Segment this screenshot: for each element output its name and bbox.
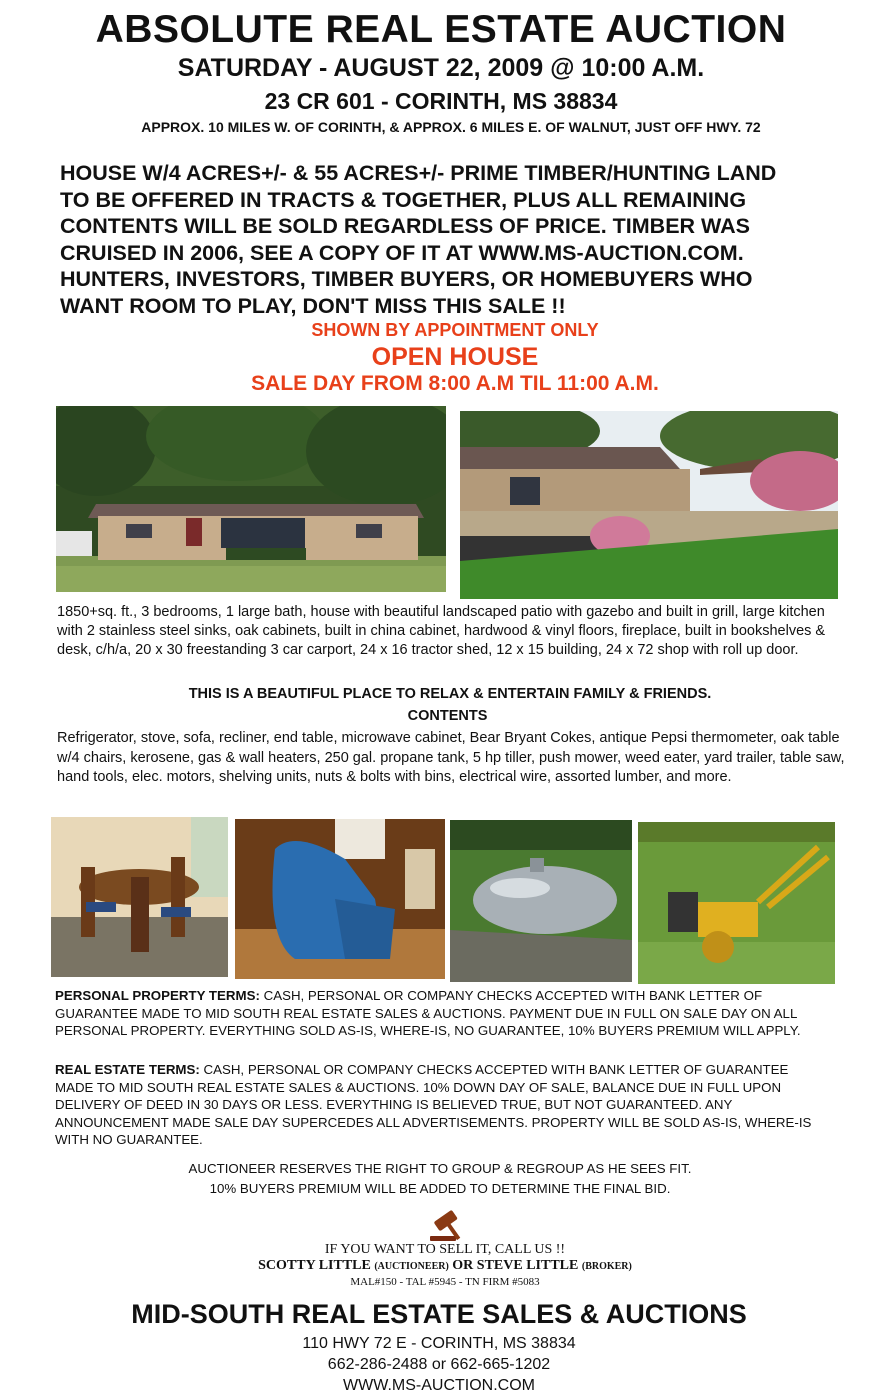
dining-table-photo [51, 817, 228, 977]
real-estate-terms-text: CASH, PERSONAL OR COMPANY CHECKS ACCEPTED WITH BANK LETTER OF GUARANTEE MADE TO MID SOUTH REAL ESTATE SALES & AUCTIONS. 10% DOWN DAY OF SALE, BALANCE DUE IN FULL UPON DELIVERY OF DEED IN 30 DAYS OR LESS. EVERYTHING IS BELIEVED TRUE, BUT NOT GUARANTEED. ANY ANNOUNCEMENT MADE SALE DAY SUPERCEDES ALL ADVERTISEMENTS. PROPERTY WILL BE SOLD AS-IS, WHERE-IS WITH NO GUARANTEE. [55, 1062, 812, 1147]
company-name: MID-SOUTH REAL ESTATE SALES & AUCTIONS [131, 1299, 747, 1329]
contents-heading: CONTENTS [407, 708, 488, 724]
company-address: 110 HWY 72 E - CORINTH, MS 38834 [302, 1335, 576, 1352]
broker-role: (BROKER) [581, 1261, 632, 1272]
company-phones: 662-286-2488 or 662-665-1202 [327, 1356, 551, 1373]
reserve-note: AUCTIONEER RESERVES THE RIGHT TO GROUP & REGROUP AS HE SEES FIT. [188, 1161, 692, 1176]
premium-note: 10% BUYERS PREMIUM WILL BE ADDED TO DETERMINE THE FINAL BID. [209, 1181, 671, 1196]
call-us: IF YOU WANT TO SELL IT, CALL US !! [324, 1242, 566, 1257]
auction-date: SATURDAY - AUGUST 22, 2009 @ 10:00 A.M. [177, 54, 705, 82]
license-numbers: MAL#150 - TAL #5945 - TN FIRM #5083 [350, 1276, 540, 1288]
headline-line: CONTENTS WILL BE SOLD REGARDLESS OF PRICE. TIMBER WAS [60, 214, 751, 238]
house-front-photo [56, 406, 446, 592]
page-title: ABSOLUTE REAL ESTATE AUCTION [95, 8, 787, 51]
auction-notes [0, 1159, 880, 1199]
company-website[interactable]: WWW.MS-AUCTION.COM [343, 1377, 535, 1391]
property-description: 1850+sq. ft., 3 bedrooms, 1 large bath, house with beautiful landscaped patio with gazebo and built in grill, large kitchen with 2 stainless steel sinks, oak cabinets, built in china cabinet, hardwood & vinyl floors, fireplace, built in bookshelves & desk, c/h/a, 20 x 30 freestanding 3 car carport, 24 x 16 tractor shed, 12 x 15 building, 24 x 72 shop with roll up door. [57, 604, 826, 658]
personal-terms-label: PERSONAL PROPERTY TERMS: [55, 988, 260, 1003]
shown-by-appointment: SHOWN BY APPOINTMENT ONLY [311, 320, 599, 340]
auctioneers [0, 1258, 882, 1274]
real-estate-terms-label: REAL ESTATE TERMS: [55, 1062, 200, 1077]
headline-line: WANT ROOM TO PLAY, DON'T MISS THIS SALE !! [60, 293, 566, 318]
headline-line: CRUISED IN 2006, SEE A COPY OF IT AT WWW.MS-AUCTION.COM. [60, 240, 744, 265]
open-house: OPEN HOUSE [371, 343, 539, 371]
headline-line: TO BE OFFERED IN TRACTS & TOGETHER, PLUS ALL REMAINING [60, 187, 747, 212]
contents-list: Refrigerator, stove, sofa, recliner, end table, microwave cabinet, Bear Bryant Cokes, antique Pepsi thermometer, oak table w/4 chairs, kerosene, gas & wall heaters, 250 gal. propane tank, 5 hp tiller, push mower, weed eater, yard trailer, table saw, hand tools, elec. motors, shelving units, nuts & bolts with bins, electrical wire, assorted lumber, and more. [57, 730, 845, 785]
sale-day-hours: SALE DAY FROM 8:00 A.M TIL 11:00 A.M. [251, 372, 659, 395]
auctioneer-role: (AUCTIONEER) [374, 1261, 449, 1272]
tiller-photo [638, 822, 835, 984]
property-address: 23 CR 601 - CORINTH, MS 38834 [264, 88, 618, 114]
company-contact [0, 1333, 878, 1391]
personal-property-terms [55, 987, 825, 1040]
propane-tank-photo [450, 820, 632, 982]
or-text: OR [452, 1258, 474, 1273]
real-estate-terms [55, 1061, 825, 1149]
broker-name: STEVE LITTLE [476, 1258, 579, 1273]
headline-line: HUNTERS, INVESTORS, TIMBER BUYERS, OR HOMEBUYERS WHO [60, 267, 753, 291]
gavel-icon [428, 1208, 468, 1242]
auctioneer-name: SCOTTY LITTLE [258, 1258, 371, 1273]
headline-line: HOUSE W/4 ACRES+/- & 55 ACRES+/- PRIME TIMBER/HUNTING LAND [60, 161, 777, 185]
patio-photo [460, 411, 838, 599]
tagline: THIS IS A BEAUTIFUL PLACE TO RELAX & ENTERTAIN FAMILY & FRIENDS. [188, 686, 712, 702]
directions: APPROX. 10 MILES W. OF CORINTH, & APPROX. 6 MILES E. OF WALNUT, JUST OFF HWY. 72 [141, 119, 761, 135]
headline [60, 160, 850, 319]
personal-terms-text: CASH, PERSONAL OR COMPANY CHECKS ACCEPTED WITH BANK LETTER OF GUARANTEE MADE TO MID SOUTH REAL ESTATE SALES & AUCTIONS. PAYMENT DUE IN FULL ON SALE DAY ON ALL PERSONAL PROPERTY. EVERYTHING SOLD AS-IS, WHERE-IS, NO GUARANTEE, 10% BUYERS PREMIUM WILL APPLY. [55, 988, 801, 1038]
recliner-photo [235, 819, 445, 979]
